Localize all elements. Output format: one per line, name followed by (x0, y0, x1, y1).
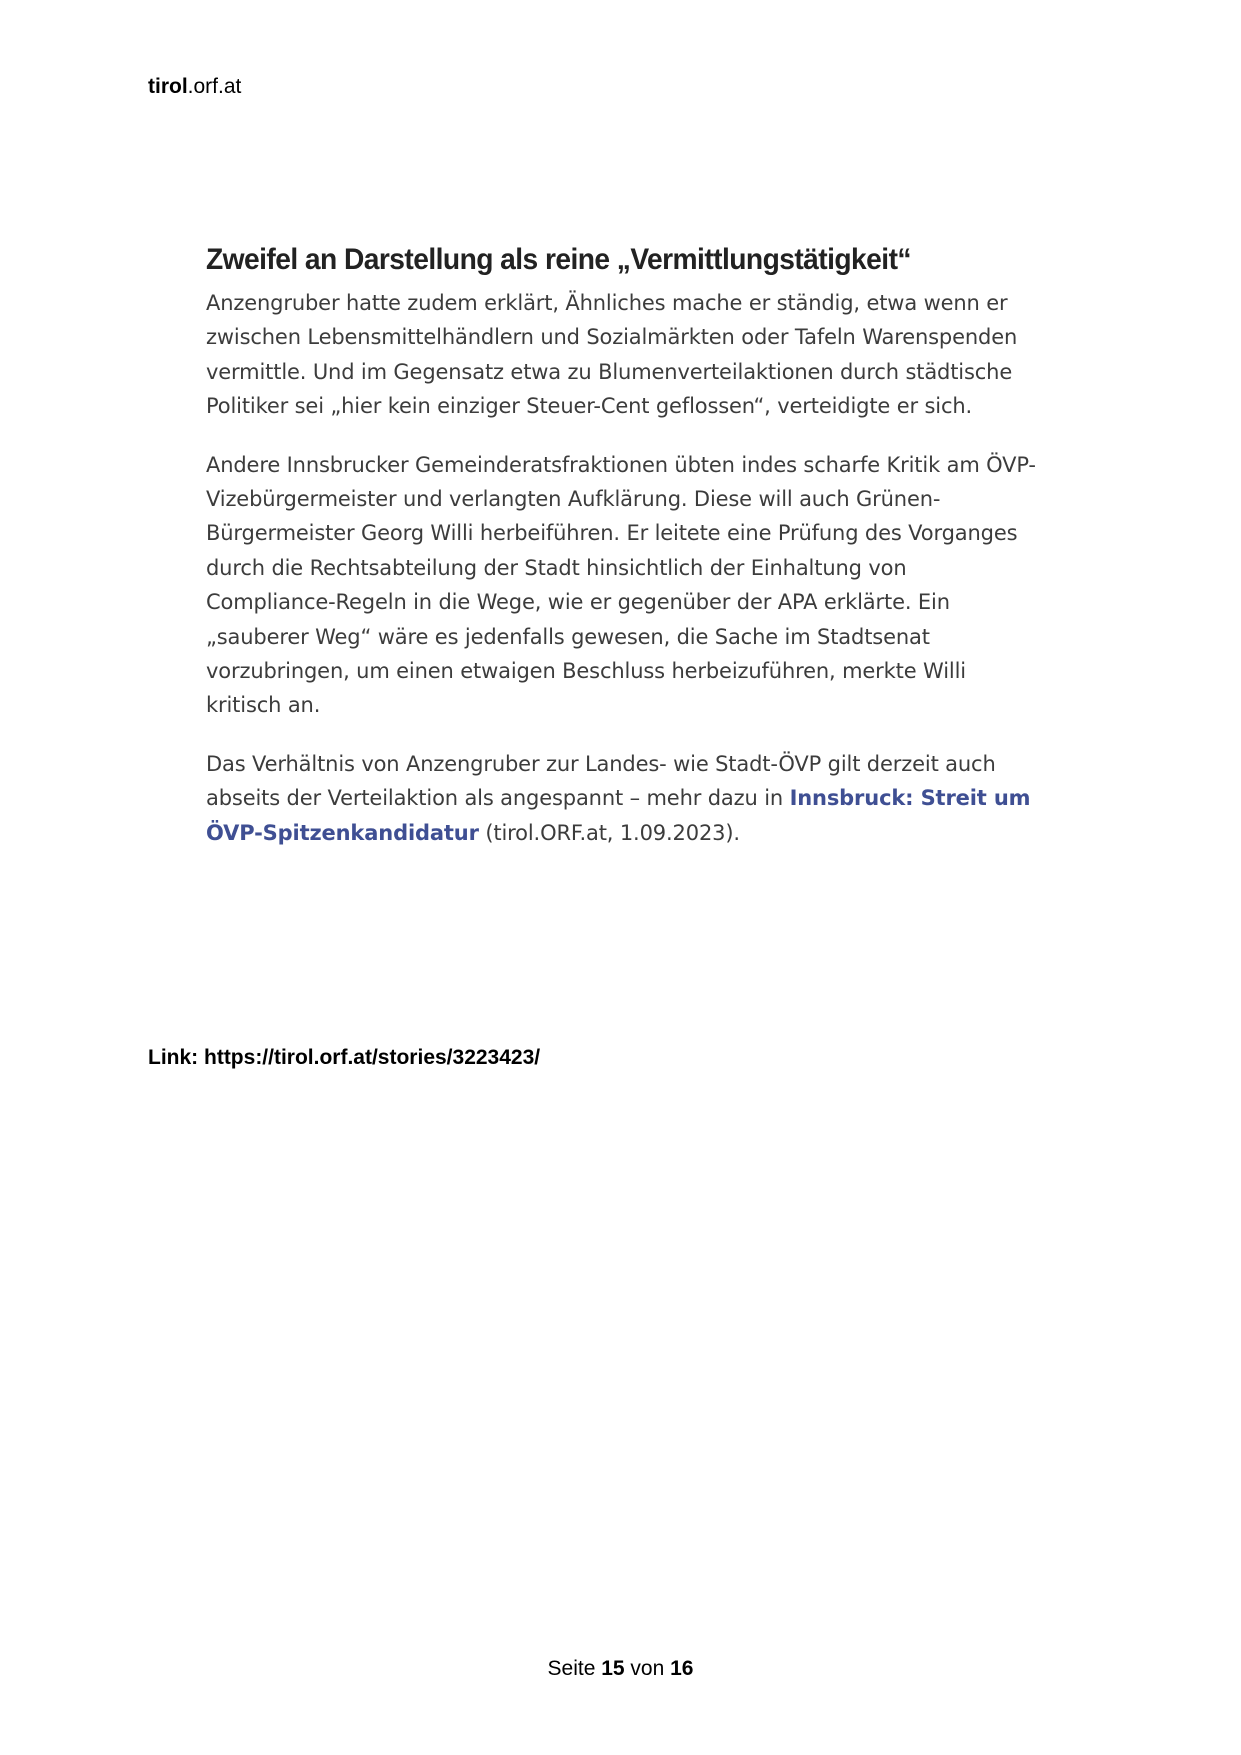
total-pages-number: 16 (670, 1657, 694, 1680)
site-name-bold: tirol (148, 75, 188, 98)
site-name-domain: .orf.at (187, 75, 242, 98)
page-label-prefix: Seite (547, 1657, 602, 1680)
paragraph-3-text-after: (tirol.ORF.at, 1.09.2023). (478, 820, 740, 845)
related-story-link[interactable]: Innsbruck: Streit um ÖVP-Spitzenkandidatur (206, 786, 1031, 845)
source-link: Link: https://tirol.orf.at/stories/3223423/ (148, 1046, 541, 1069)
page-footer (0, 1656, 1241, 1682)
article-paragraph-2: Andere Innsbrucker Gemeinderatsfraktionen übten indes scharfe Kritik am ÖVP-Vizebürgermeister und verlangten Aufklärung. Diese will auch Grünen-Bürgermeister Georg Willi herbeiführen. Er leitete eine Prüfung des Vorganges durch die Rechtsabteilung der Stadt hinsichtlich der Einhaltung von Compliance-Regeln in die Wege, wie er gegenüber der APA erklärte. Ein „sauberer Weg“ wäre es jedenfalls gewesen, die Sache im Stadtsenat vorzubringen, um einen etwaigen Beschluss herbeizuführen, merkte Willi kritisch an. (206, 452, 1036, 718)
article-paragraph-1: Anzengruber hatte zudem erklärt, Ähnliches mache er ständig, etwa wenn er zwischen Lebensmittelhändlern und Sozialmärkten oder Tafeln Warenspenden vermittle. Und im Gegensatz etwa zu Blumenverteilaktionen durch städtische Politiker sei „hier kein einziger Steuer-Cent geflossen“, verteidigte er sich. (206, 291, 1018, 419)
article-excerpt (206, 238, 1036, 874)
site-header (148, 74, 241, 100)
paragraph-3-text-before: Das Verhältnis von Anzengruber zur Landes- wie Stadt-ÖVP gilt derzeit auch abseits der Verteilaktion als angespannt – mehr dazu in (206, 751, 996, 811)
article-heading: Zweifel an Darstellung als reine „Vermittlungstätigkeit“ (206, 243, 911, 276)
page-label-middle: von (624, 1657, 671, 1680)
article-paragraph-3 (206, 747, 1036, 850)
current-page-number: 15 (601, 1657, 625, 1680)
